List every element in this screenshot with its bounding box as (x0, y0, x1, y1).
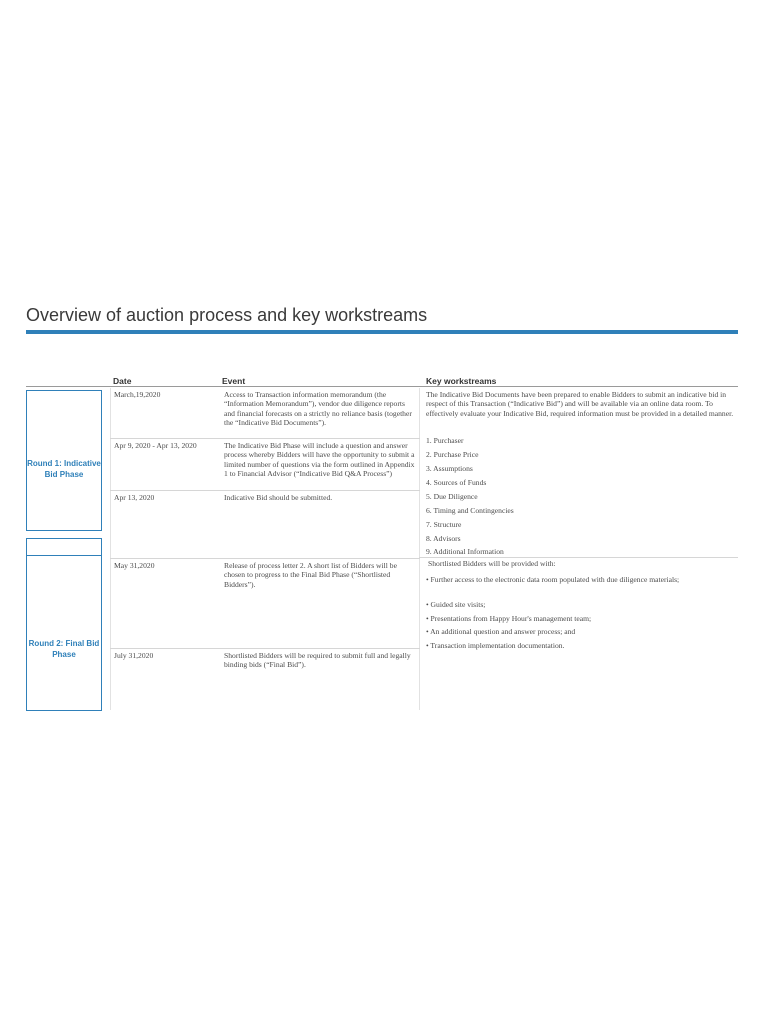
date-cell: May 31,2020 (114, 561, 155, 570)
header-event: Event (222, 376, 246, 386)
date-cell: March,19,2020 (114, 390, 161, 399)
event-cell: The Indicative Bid Phase will include a question and answer process whereby Bidders will have the opportunity to submit a limited number of questions via the form outlined in Appendix 1 to Financial Advisor (“Indicative Bid Q&A Process”) (224, 441, 415, 479)
event-cell: Shortlisted Bidders will be required to submit full and legally binding bids (“Final Bid”). (224, 651, 411, 670)
page-title: Overview of auction process and key workstreams (26, 305, 428, 325)
list-item: • Presentations from Happy Hour's management team; (426, 614, 592, 623)
event-cell: Indicative Bid should be submitted. (224, 493, 333, 502)
header-workstreams: Key workstreams (426, 376, 497, 386)
row-divider (419, 557, 738, 558)
list-item: 4. Sources of Funds (426, 478, 487, 487)
list-item: 7. Structure (426, 520, 462, 529)
header-rule (26, 386, 738, 387)
list-item: • Transaction implementation documentation. (426, 641, 565, 650)
row-divider (110, 438, 420, 439)
event-cell: Access to Transaction information memorandum (the “Information Memorandum”), vendor due diligence reports and financial forecasts on a strictly no reliance basis (together the “Indicative Bid Documents”). (224, 390, 412, 428)
list-item: 2. Purchase Price (426, 450, 479, 459)
round2-workstreams-intro: Shortlisted Bidders will be provided with: (428, 559, 556, 568)
list-item: 1. Purchaser (426, 436, 464, 445)
list-item: 8. Advisors (426, 534, 461, 543)
column-separator (419, 388, 420, 710)
list-item: 3. Assumptions (426, 464, 473, 473)
column-separator (110, 388, 111, 710)
list-item: • Further access to the electronic data room populated with due diligence materials; (426, 575, 680, 584)
round2-box-divider (26, 555, 102, 556)
date-cell: July 31,2020 (114, 651, 154, 660)
title-rule (26, 330, 738, 334)
date-cell: Apr 9, 2020 - Apr 13, 2020 (114, 441, 197, 450)
round2-box (26, 538, 102, 711)
list-item: 6. Timing and Contingencies (426, 506, 514, 515)
round1-workstreams-intro: The Indicative Bid Documents have been prepared to enable Bidders to submit an indicative bid in respect of this Transaction (“Indicative Bid”) and will be available via an online data room. To effectively evaluate your Indicative Bid, required information must be provided in a detailed manner. (426, 390, 734, 418)
header-date: Date (113, 376, 132, 386)
round2-label: Round 2: Final Bid Phase (28, 639, 100, 659)
row-divider (110, 648, 420, 649)
row-divider (110, 490, 420, 491)
round1-label: Round 1: Indicative Bid Phase (27, 459, 101, 479)
row-divider (110, 558, 420, 559)
list-item: • Guided site visits; (426, 600, 486, 609)
event-cell: Release of process letter 2. A short list of Bidders will be chosen to progress to the Final Bid Phase (“Shortlisted Bidders”). (224, 561, 397, 589)
list-item: 9. Additional Information (426, 547, 504, 556)
list-item: • An additional question and answer process; and (426, 627, 576, 636)
date-cell: Apr 13, 2020 (114, 493, 155, 502)
list-item: 5. Due Diligence (426, 492, 478, 501)
